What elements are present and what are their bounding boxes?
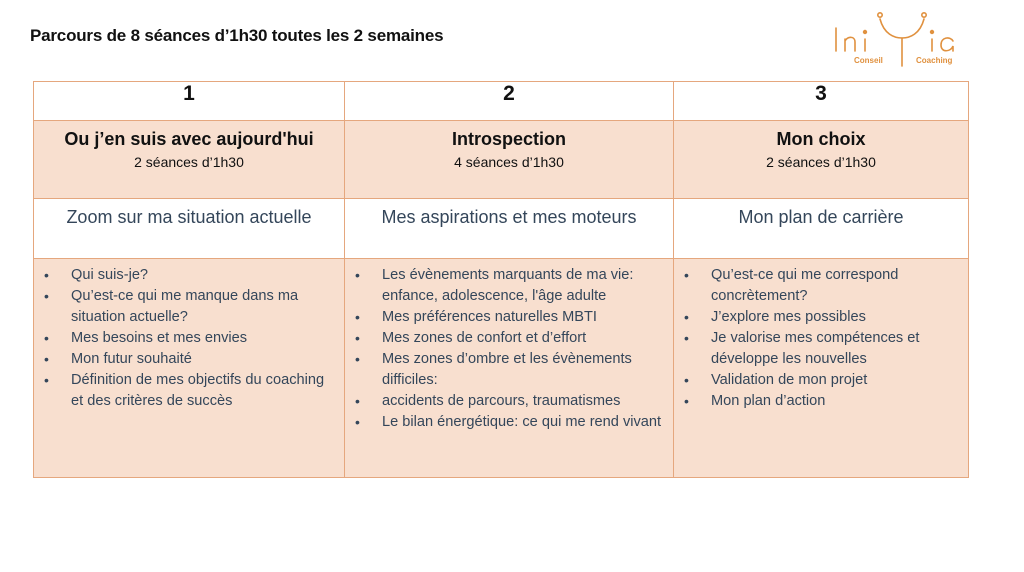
topic-list <box>34 265 344 412</box>
phase-number-row <box>34 82 969 121</box>
focus-text: Mon plan de carrière <box>738 207 904 227</box>
list-item: • Qui suis-je? <box>42 265 336 286</box>
list-item: • Mon futur souhaité <box>42 349 336 370</box>
list-item: • Mes zones de confort et d’effort <box>353 328 665 349</box>
focus-text: Mes aspirations et mes moteurs <box>381 207 637 227</box>
phase-header-3 <box>674 121 969 199</box>
phase-sessions: 2 séances d’1h30 <box>134 154 244 170</box>
list-item: • Définition de mes objectifs du coaching et des critères de succès <box>42 370 336 412</box>
list-item: • Mes besoins et mes envies <box>42 328 336 349</box>
phase-title: Introspection <box>451 129 566 149</box>
phase-focus-2 <box>345 199 674 259</box>
list-item: • Mes préférences naturelles MBTI <box>353 307 665 328</box>
list-item: • Mon plan d’action <box>682 391 960 412</box>
list-item: • Le bilan énergétique: ce qui me rend vivant <box>353 412 665 433</box>
topic-list <box>674 265 968 412</box>
list-item: • Les évènements marquants de ma vie: enfance, adolescence, l'âge adulte <box>353 265 665 307</box>
list-item: • Mes zones d’ombre et les évènements difficiles: <box>353 349 665 391</box>
phase-sessions: 2 séances d’1h30 <box>766 154 876 170</box>
phase-number-1: 1 <box>34 82 345 121</box>
logo-caption-conseil: Conseil <box>854 56 883 65</box>
phase-title: Mon choix <box>776 129 866 149</box>
list-item: • Je valorise mes compétences et développe les nouvelles <box>682 328 960 370</box>
topic-list <box>345 265 673 433</box>
phase-header-2 <box>345 121 674 199</box>
phase-header-1 <box>34 121 345 199</box>
phase-focus-row <box>34 199 969 259</box>
list-item: • Qu’est-ce qui me manque dans ma situation actuelle? <box>42 286 336 328</box>
phase-number-2: 2 <box>345 82 674 121</box>
phase-focus-1 <box>34 199 345 259</box>
phase-number-3: 3 <box>674 82 969 121</box>
phase-topics-1 <box>34 259 345 478</box>
phase-topics-3 <box>674 259 969 478</box>
focus-text: Zoom sur ma situation actuelle <box>66 207 312 227</box>
phase-focus-3 <box>674 199 969 259</box>
phase-sessions: 4 séances d’1h30 <box>454 154 564 170</box>
logo-caption-coaching: Coaching <box>916 56 953 65</box>
phase-topics-row <box>34 259 969 478</box>
list-item: • J’explore mes possibles <box>682 307 960 328</box>
phase-topics-2 <box>345 259 674 478</box>
brand-logo <box>828 6 968 68</box>
list-item: • accidents de parcours, traumatismes <box>353 391 665 412</box>
list-item: • Validation de mon projet <box>682 370 960 391</box>
page-title: Parcours de 8 séances d’1h30 toutes les 2 semaines <box>30 26 444 45</box>
coaching-program-table <box>33 81 969 478</box>
phase-header-row <box>34 121 969 199</box>
phase-title: Ou j’en suis avec aujourd'hui <box>64 129 314 149</box>
list-item: • Qu’est-ce qui me correspond concrètement? <box>682 265 960 307</box>
